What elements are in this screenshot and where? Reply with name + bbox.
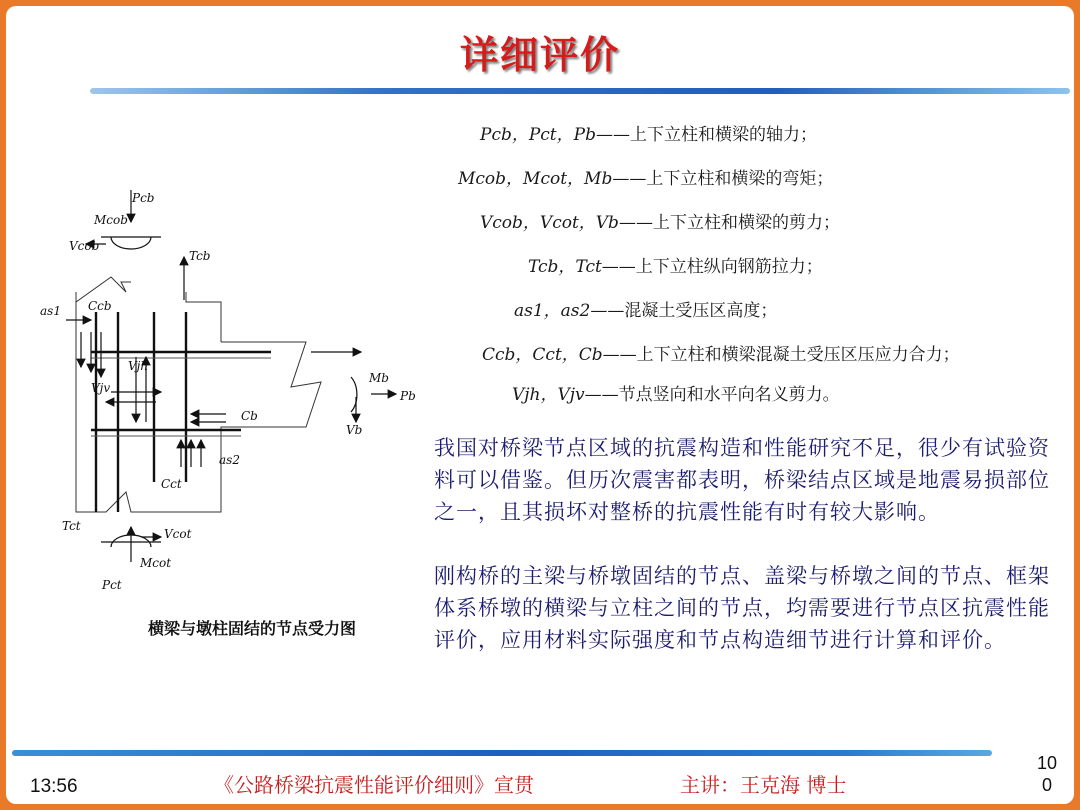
label-cb: Cb: [241, 409, 258, 423]
label-vjh: Vjh: [128, 359, 149, 373]
desc-shear: ——上下立柱和横梁的剪力；: [618, 213, 840, 233]
label-tcb: Tcb: [189, 249, 211, 263]
page-number-line1: 10: [1036, 753, 1058, 773]
label-mcot: Mcot: [140, 556, 172, 570]
symbols-depth: as1，as2: [514, 301, 591, 321]
definition-compression-depth: [514, 296, 777, 321]
desc-tension: ——上下立柱纵向钢筋拉力；: [601, 257, 823, 277]
page-number: [1032, 752, 1062, 796]
desc-resultant: ——上下立柱和横梁混凝土受压区压应力合力；: [602, 345, 960, 365]
definition-rebar-tension: [528, 252, 823, 277]
definition-moment: [458, 164, 833, 189]
desc-moment: ——上下立柱和横梁的弯矩；: [612, 169, 834, 189]
label-pb: Pb: [400, 389, 416, 403]
label-ccb: Ccb: [88, 299, 112, 313]
symbols-moment: Mcob，Mcot，Mb: [458, 169, 613, 189]
label-mb: Mb: [369, 371, 389, 385]
definition-shear: [480, 208, 840, 233]
slide-title: 详细评价: [459, 32, 620, 77]
label-vb: Vb: [346, 423, 363, 437]
symbols-resultant: Ccb，Cct，Cb: [482, 345, 603, 365]
paragraph-evaluation-scope: 刚构桥的主梁与桥墩固结的节点、盖梁与桥墩之间的节点、框架体系桥墩的横梁与立柱之间的节点，均需要进行节点区抗震性能评价，应用材料实际强度和节点构造细节进行计算和评价。: [434, 564, 1050, 652]
label-as2: as2: [219, 453, 240, 467]
title-rule: [90, 88, 1070, 94]
symbols-tension: Tcb，Tct: [528, 257, 602, 277]
label-mcob: Mcob: [94, 213, 128, 227]
definition-nominal-shear: [512, 380, 840, 405]
desc-depth: ——混凝土受压区高度；: [590, 301, 778, 321]
label-pct: Pct: [102, 578, 122, 592]
desc-axial: ——上下立柱和横梁的轴力；: [595, 125, 817, 145]
slide: [6, 6, 1074, 804]
symbols-nominal: Vjh，Vjv: [512, 385, 585, 405]
footer-rule: [12, 750, 992, 756]
definition-axial-force: [480, 120, 817, 145]
footer-course-title: 《公路桥梁抗震性能评价细则》宣贯: [214, 773, 534, 797]
label-pcb: Pcb: [132, 191, 155, 205]
joint-force-diagram: [36, 182, 436, 612]
paragraph-research-gap: 我国对桥梁节点区域的抗震构造和性能研究不足，很少有试验资料可以借鉴。但历次震害都表明，桥梁结点区域是地震易损部位之一，且其损坏对整桥的抗震性能有时有较大影响。: [434, 436, 1050, 524]
definition-compressive-resultant: [482, 340, 960, 365]
label-vcot: Vcot: [164, 527, 192, 541]
footer-lecturer: 主讲：王克海 博士: [680, 773, 847, 797]
figure-caption: 横梁与墩柱固结的节点受力图: [148, 619, 357, 638]
symbols-axial: Pcb，Pct，Pb: [480, 125, 596, 145]
page-number-line2: 0: [1041, 775, 1052, 795]
desc-nominal: ——节点竖向和水平向名义剪力。: [584, 385, 840, 405]
label-vjv: Vjv: [91, 381, 111, 395]
symbols-shear: Vcob，Vcot，Vb: [480, 213, 619, 233]
label-tct: Tct: [62, 519, 81, 533]
footer-time: 13:56: [30, 776, 78, 797]
label-vcob: Vcob: [69, 239, 100, 253]
label-cct: Cct: [161, 477, 182, 491]
label-as1: as1: [40, 304, 61, 318]
